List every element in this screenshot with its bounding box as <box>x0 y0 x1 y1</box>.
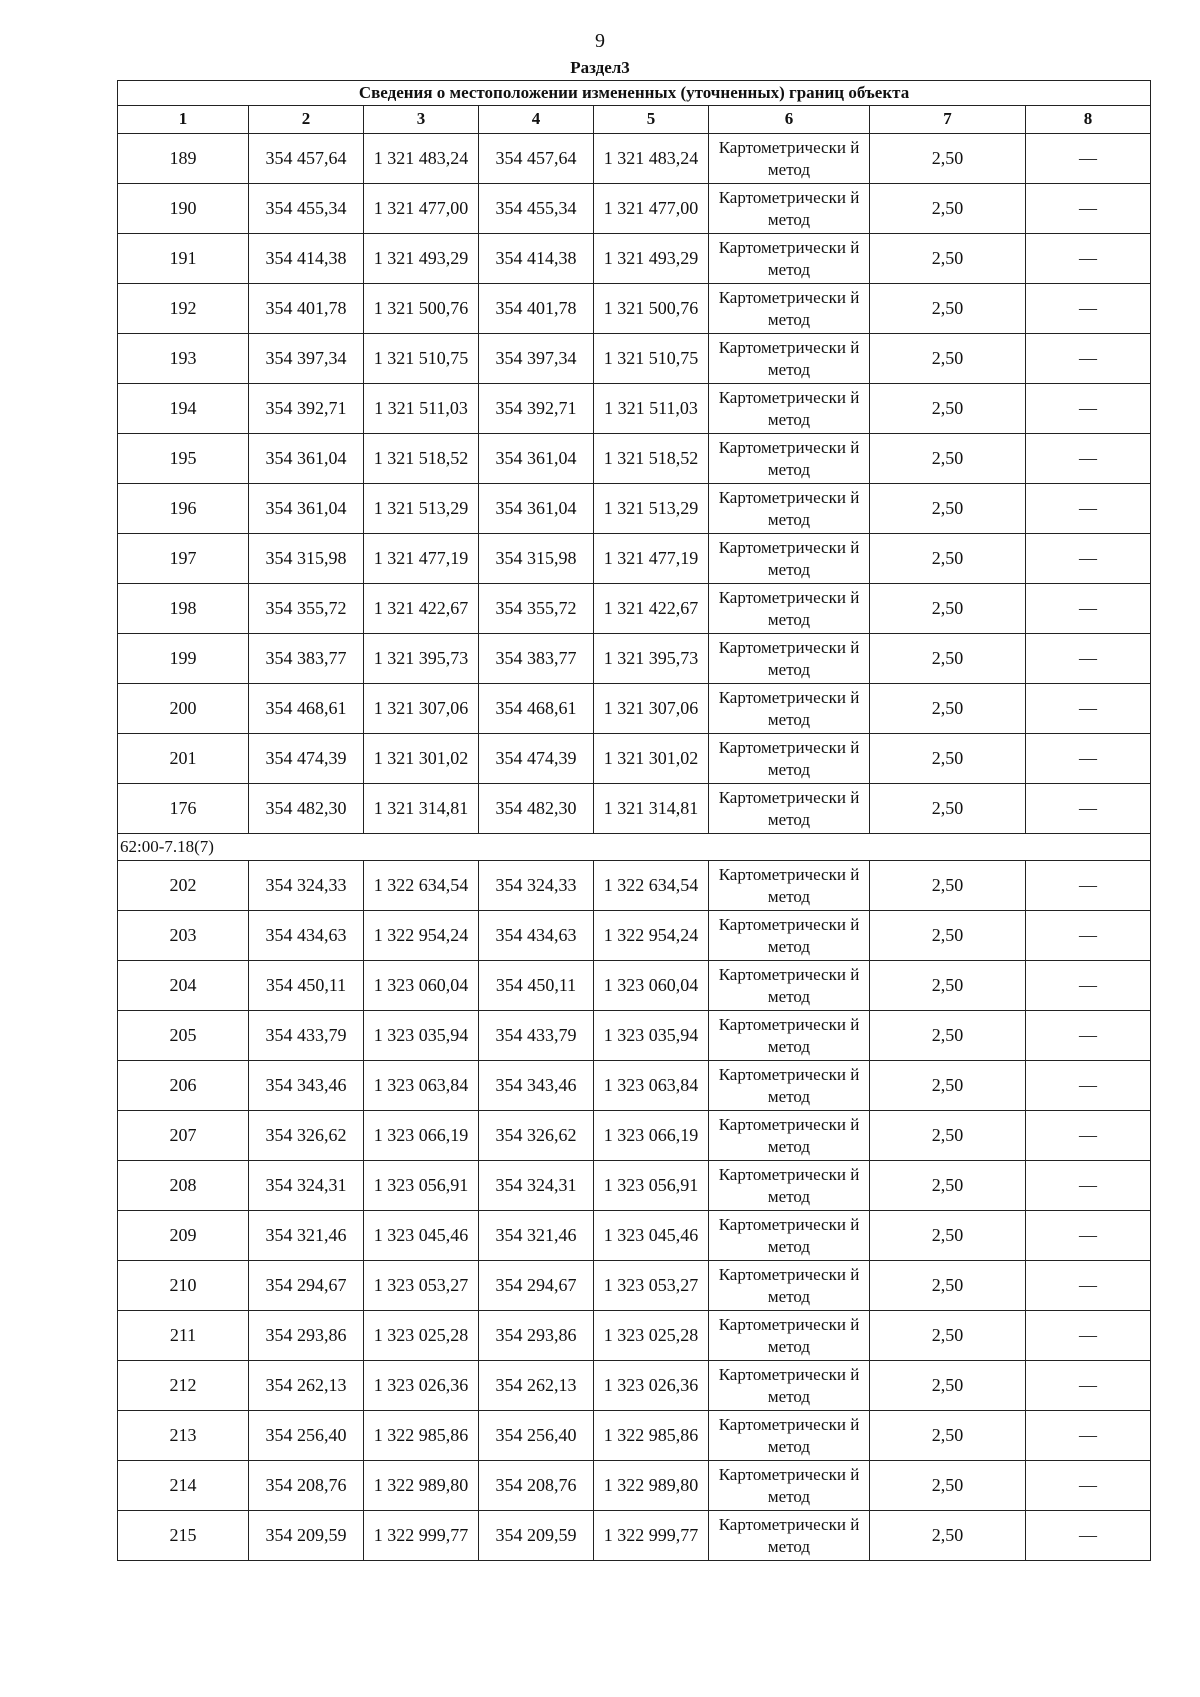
table-cell-col-8: — <box>1026 1061 1151 1111</box>
table-cell-col-3: 1 321 422,67 <box>364 584 479 634</box>
table-cell-col-1: 193 <box>118 334 249 384</box>
table-cell-col-6: Картометрически й метод <box>709 684 870 734</box>
table-row <box>118 1311 1151 1361</box>
table-cell-col-6: Картометрически й метод <box>709 1311 870 1361</box>
group-row <box>118 834 1151 861</box>
table-cell-col-3: 1 322 989,80 <box>364 1461 479 1511</box>
table-cell-col-7: 2,50 <box>870 1261 1026 1311</box>
table-cell-col-4: 354 433,79 <box>479 1011 594 1061</box>
table-cell-col-8: — <box>1026 911 1151 961</box>
table-cell-col-8: — <box>1026 1461 1151 1511</box>
table-cell-col-1: 196 <box>118 484 249 534</box>
table-cell-col-4: 354 208,76 <box>479 1461 594 1511</box>
table-cell-col-3: 1 323 060,04 <box>364 961 479 1011</box>
table-cell-col-8: — <box>1026 684 1151 734</box>
table-cell-col-8: — <box>1026 284 1151 334</box>
column-header-4: 4 <box>479 106 594 134</box>
table-cell-col-6: Картометрически й метод <box>709 334 870 384</box>
table-cell-col-4: 354 482,30 <box>479 784 594 834</box>
table-cell-col-3: 1 321 493,29 <box>364 234 479 284</box>
table-cell-col-6: Картометрически й метод <box>709 234 870 284</box>
table-cell-col-5: 1 322 634,54 <box>594 861 709 911</box>
table-cell-col-6: Картометрически й метод <box>709 1511 870 1561</box>
table-cell-col-3: 1 323 035,94 <box>364 1011 479 1061</box>
table-cell-col-6: Картометрически й метод <box>709 1411 870 1461</box>
table-row <box>118 961 1151 1011</box>
table-cell-col-8: — <box>1026 784 1151 834</box>
table-cell-col-3: 1 321 477,00 <box>364 184 479 234</box>
table-row <box>118 284 1151 334</box>
table-cell-col-8: — <box>1026 1311 1151 1361</box>
table-cell-col-8: — <box>1026 334 1151 384</box>
table-cell-col-3: 1 321 307,06 <box>364 684 479 734</box>
table-cell-col-5: 1 323 035,94 <box>594 1011 709 1061</box>
table-cell-col-4: 354 474,39 <box>479 734 594 784</box>
table-cell-col-3: 1 321 477,19 <box>364 534 479 584</box>
table-cell-col-4: 354 262,13 <box>479 1361 594 1411</box>
table-row <box>118 234 1151 284</box>
table-cell-col-5: 1 322 989,80 <box>594 1461 709 1511</box>
table-cell-col-4: 354 361,04 <box>479 434 594 484</box>
table-cell-col-6: Картометрически й метод <box>709 634 870 684</box>
table-row <box>118 784 1151 834</box>
table-cell-col-2: 354 434,63 <box>249 911 364 961</box>
table-cell-col-1: 195 <box>118 434 249 484</box>
table-cell-col-4: 354 397,34 <box>479 334 594 384</box>
table-cell-col-2: 354 457,64 <box>249 134 364 184</box>
table-row <box>118 634 1151 684</box>
table-cell-col-8: — <box>1026 961 1151 1011</box>
table-cell-col-4: 354 457,64 <box>479 134 594 184</box>
table-cell-col-3: 1 321 483,24 <box>364 134 479 184</box>
table-cell-col-8: — <box>1026 384 1151 434</box>
table-cell-col-3: 1 322 954,24 <box>364 911 479 961</box>
table-cell-col-4: 354 392,71 <box>479 384 594 434</box>
table-cell-col-3: 1 323 045,46 <box>364 1211 479 1261</box>
table-cell-col-5: 1 323 066,19 <box>594 1111 709 1161</box>
table-cell-col-5: 1 321 511,03 <box>594 384 709 434</box>
table-cell-col-5: 1 322 999,77 <box>594 1511 709 1561</box>
column-header-3: 3 <box>364 106 479 134</box>
table-cell-col-7: 2,50 <box>870 1511 1026 1561</box>
table-cell-col-6: Картометрически й метод <box>709 184 870 234</box>
table-cell-col-8: — <box>1026 134 1151 184</box>
table-cell-col-1: 198 <box>118 584 249 634</box>
section-title: Раздел3 <box>570 58 630 77</box>
table-cell-col-1: 199 <box>118 634 249 684</box>
table-cell-col-2: 354 256,40 <box>249 1411 364 1461</box>
table-cell-col-7: 2,50 <box>870 484 1026 534</box>
table-cell-col-8: — <box>1026 734 1151 784</box>
table-cell-col-3: 1 321 511,03 <box>364 384 479 434</box>
table-cell-col-8: — <box>1026 1511 1151 1561</box>
table-cell-col-2: 354 294,67 <box>249 1261 364 1311</box>
table-row <box>118 911 1151 961</box>
table-cell-col-3: 1 321 314,81 <box>364 784 479 834</box>
table-cell-col-7: 2,50 <box>870 184 1026 234</box>
table-cell-col-5: 1 323 063,84 <box>594 1061 709 1111</box>
table-cell-col-1: 214 <box>118 1461 249 1511</box>
table-cell-col-8: — <box>1026 534 1151 584</box>
table-cell-col-5: 1 321 477,19 <box>594 534 709 584</box>
table-cell-col-4: 354 321,46 <box>479 1211 594 1261</box>
table-cell-col-5: 1 321 493,29 <box>594 234 709 284</box>
table-cell-col-7: 2,50 <box>870 434 1026 484</box>
table-cell-col-2: 354 208,76 <box>249 1461 364 1511</box>
table-cell-col-4: 354 455,34 <box>479 184 594 234</box>
table-cell-col-1: 197 <box>118 534 249 584</box>
table-cell-col-7: 2,50 <box>870 1361 1026 1411</box>
page-number: 9 <box>595 30 605 52</box>
table-cell-col-1: 206 <box>118 1061 249 1111</box>
table-cell-col-7: 2,50 <box>870 234 1026 284</box>
table-cell-col-5: 1 322 985,86 <box>594 1411 709 1461</box>
table-cell-col-4: 354 343,46 <box>479 1061 594 1111</box>
table-cell-col-8: — <box>1026 184 1151 234</box>
table-cell-col-8: — <box>1026 434 1151 484</box>
table-cell-col-7: 2,50 <box>870 734 1026 784</box>
table-cell-col-3: 1 321 513,29 <box>364 484 479 534</box>
table-cell-col-7: 2,50 <box>870 334 1026 384</box>
table-cell-col-7: 2,50 <box>870 784 1026 834</box>
table-cell-col-6: Картометрически й метод <box>709 1111 870 1161</box>
table-cell-col-3: 1 323 025,28 <box>364 1311 479 1361</box>
table-cell-col-1: 203 <box>118 911 249 961</box>
table-cell-col-5: 1 321 314,81 <box>594 784 709 834</box>
table-row <box>118 484 1151 534</box>
table-cell-col-7: 2,50 <box>870 134 1026 184</box>
table-row <box>118 861 1151 911</box>
table-cell-col-6: Картометрически й метод <box>709 734 870 784</box>
table-cell-col-2: 354 383,77 <box>249 634 364 684</box>
table-cell-col-8: — <box>1026 1261 1151 1311</box>
table-cell-col-2: 354 361,04 <box>249 484 364 534</box>
table-row <box>118 1261 1151 1311</box>
table-cell-col-6: Картометрически й метод <box>709 134 870 184</box>
table-cell-col-2: 354 433,79 <box>249 1011 364 1061</box>
column-header-6: 6 <box>709 106 870 134</box>
table-cell-col-7: 2,50 <box>870 1411 1026 1461</box>
table-cell-col-6: Картометрически й метод <box>709 434 870 484</box>
table-cell-col-5: 1 323 026,36 <box>594 1361 709 1411</box>
table-cell-col-3: 1 322 634,54 <box>364 861 479 911</box>
table-cell-col-6: Картометрически й метод <box>709 784 870 834</box>
table-row <box>118 1211 1151 1261</box>
table-cell-col-2: 354 324,31 <box>249 1161 364 1211</box>
column-header-1: 1 <box>118 106 249 134</box>
table-cell-col-7: 2,50 <box>870 584 1026 634</box>
table-cell-col-2: 354 343,46 <box>249 1061 364 1111</box>
table-cell-col-8: — <box>1026 484 1151 534</box>
table-cell-col-4: 354 450,11 <box>479 961 594 1011</box>
table-cell-col-8: — <box>1026 1011 1151 1061</box>
table-cell-col-2: 354 474,39 <box>249 734 364 784</box>
table-cell-col-7: 2,50 <box>870 684 1026 734</box>
table-cell-col-2: 354 450,11 <box>249 961 364 1011</box>
table-cell-col-8: — <box>1026 1111 1151 1161</box>
table-cell-col-7: 2,50 <box>870 1311 1026 1361</box>
table-cell-col-5: 1 321 307,06 <box>594 684 709 734</box>
table-cell-col-2: 354 293,86 <box>249 1311 364 1361</box>
table-cell-col-1: 209 <box>118 1211 249 1261</box>
table-cell-col-7: 2,50 <box>870 1111 1026 1161</box>
table-cell-col-3: 1 321 510,75 <box>364 334 479 384</box>
table-cell-col-6: Картометрически й метод <box>709 1011 870 1061</box>
table-cell-col-1: 211 <box>118 1311 249 1361</box>
table-cell-col-3: 1 321 500,76 <box>364 284 479 334</box>
table-row <box>118 1061 1151 1111</box>
table-cell-col-7: 2,50 <box>870 1061 1026 1111</box>
table-row <box>118 734 1151 784</box>
table-cell-col-1: 202 <box>118 861 249 911</box>
group-label: 62:00-7.18(7) <box>118 834 1151 861</box>
table-row <box>118 434 1151 484</box>
table-cell-col-4: 354 468,61 <box>479 684 594 734</box>
table-cell-col-3: 1 321 301,02 <box>364 734 479 784</box>
table-cell-col-1: 194 <box>118 384 249 434</box>
table-cell-col-4: 354 324,33 <box>479 861 594 911</box>
table-cell-col-2: 354 355,72 <box>249 584 364 634</box>
table-cell-col-4: 354 294,67 <box>479 1261 594 1311</box>
table-cell-col-7: 2,50 <box>870 284 1026 334</box>
table-cell-col-5: 1 321 301,02 <box>594 734 709 784</box>
table-cell-col-8: — <box>1026 584 1151 634</box>
table-cell-col-4: 354 315,98 <box>479 534 594 584</box>
table-cell-col-7: 2,50 <box>870 534 1026 584</box>
table-cell-col-2: 354 321,46 <box>249 1211 364 1261</box>
table-row <box>118 1511 1151 1561</box>
table-cell-col-6: Картометрически й метод <box>709 534 870 584</box>
table-cell-col-3: 1 323 053,27 <box>364 1261 479 1311</box>
table-cell-col-4: 354 401,78 <box>479 284 594 334</box>
table-caption: Сведения о местоположении измененных (уточненных) границ объекта <box>118 81 1151 106</box>
table-cell-col-2: 354 482,30 <box>249 784 364 834</box>
table-cell-col-2: 354 262,13 <box>249 1361 364 1411</box>
table-cell-col-6: Картометрически й метод <box>709 911 870 961</box>
table-cell-col-6: Картометрически й метод <box>709 861 870 911</box>
table-cell-col-2: 354 468,61 <box>249 684 364 734</box>
table-cell-col-5: 1 321 510,75 <box>594 334 709 384</box>
table-cell-col-8: — <box>1026 1361 1151 1411</box>
table-cell-col-2: 354 414,38 <box>249 234 364 284</box>
table-cell-col-3: 1 323 026,36 <box>364 1361 479 1411</box>
table-cell-col-6: Картометрически й метод <box>709 1261 870 1311</box>
table-cell-col-7: 2,50 <box>870 634 1026 684</box>
table-cell-col-4: 354 209,59 <box>479 1511 594 1561</box>
table-cell-col-2: 354 315,98 <box>249 534 364 584</box>
table-cell-col-1: 200 <box>118 684 249 734</box>
table-row <box>118 1111 1151 1161</box>
table-cell-col-4: 354 361,04 <box>479 484 594 534</box>
table-row <box>118 1411 1151 1461</box>
table-cell-col-7: 2,50 <box>870 1461 1026 1511</box>
table-cell-col-5: 1 321 513,29 <box>594 484 709 534</box>
table-cell-col-3: 1 321 395,73 <box>364 634 479 684</box>
table-cell-col-4: 354 355,72 <box>479 584 594 634</box>
table-cell-col-5: 1 321 483,24 <box>594 134 709 184</box>
table-row <box>118 534 1151 584</box>
table-cell-col-1: 210 <box>118 1261 249 1311</box>
table-cell-col-5: 1 321 422,67 <box>594 584 709 634</box>
table-cell-col-8: — <box>1026 1161 1151 1211</box>
table-cell-col-8: — <box>1026 1211 1151 1261</box>
table-cell-col-3: 1 321 518,52 <box>364 434 479 484</box>
table-cell-col-2: 354 361,04 <box>249 434 364 484</box>
table-cell-col-4: 354 324,31 <box>479 1161 594 1211</box>
table-cell-col-1: 205 <box>118 1011 249 1061</box>
column-header-7: 7 <box>870 106 1026 134</box>
table-row <box>118 1161 1151 1211</box>
table-cell-col-6: Картометрически й метод <box>709 1161 870 1211</box>
table-row <box>118 1361 1151 1411</box>
table-cell-col-6: Картометрически й метод <box>709 1361 870 1411</box>
table-cell-col-1: 189 <box>118 134 249 184</box>
table-row <box>118 384 1151 434</box>
table-row <box>118 584 1151 634</box>
table-cell-col-1: 201 <box>118 734 249 784</box>
table-cell-col-2: 354 401,78 <box>249 284 364 334</box>
table-cell-col-4: 354 326,62 <box>479 1111 594 1161</box>
table-cell-col-5: 1 323 053,27 <box>594 1261 709 1311</box>
column-header-2: 2 <box>249 106 364 134</box>
coordinates-table <box>117 80 1151 1561</box>
table-row <box>118 1461 1151 1511</box>
table-cell-col-7: 2,50 <box>870 384 1026 434</box>
table-cell-col-1: 213 <box>118 1411 249 1461</box>
table-cell-col-1: 191 <box>118 234 249 284</box>
table-row <box>118 1011 1151 1061</box>
table-cell-col-8: — <box>1026 1411 1151 1461</box>
column-header-5: 5 <box>594 106 709 134</box>
table-row <box>118 184 1151 234</box>
table-cell-col-6: Картометрически й метод <box>709 484 870 534</box>
table-cell-col-3: 1 323 066,19 <box>364 1111 479 1161</box>
table-cell-col-5: 1 321 477,00 <box>594 184 709 234</box>
table-cell-col-6: Картометрически й метод <box>709 584 870 634</box>
table-cell-col-1: 208 <box>118 1161 249 1211</box>
table-cell-col-5: 1 323 060,04 <box>594 961 709 1011</box>
table-cell-col-4: 354 293,86 <box>479 1311 594 1361</box>
table-cell-col-6: Картометрически й метод <box>709 1211 870 1261</box>
table-cell-col-7: 2,50 <box>870 961 1026 1011</box>
table-cell-col-2: 354 324,33 <box>249 861 364 911</box>
table-cell-col-3: 1 322 999,77 <box>364 1511 479 1561</box>
table-cell-col-4: 354 256,40 <box>479 1411 594 1461</box>
table-cell-col-5: 1 321 395,73 <box>594 634 709 684</box>
column-header-8: 8 <box>1026 106 1151 134</box>
table-cell-col-2: 354 392,71 <box>249 384 364 434</box>
table-cell-col-7: 2,50 <box>870 861 1026 911</box>
table-cell-col-8: — <box>1026 234 1151 284</box>
table-cell-col-1: 215 <box>118 1511 249 1561</box>
table-cell-col-7: 2,50 <box>870 1211 1026 1261</box>
table-row <box>118 334 1151 384</box>
table-cell-col-7: 2,50 <box>870 911 1026 961</box>
table-cell-col-2: 354 209,59 <box>249 1511 364 1561</box>
table-cell-col-4: 354 434,63 <box>479 911 594 961</box>
table-cell-col-5: 1 323 045,46 <box>594 1211 709 1261</box>
table-cell-col-7: 2,50 <box>870 1161 1026 1211</box>
table-cell-col-6: Картометрически й метод <box>709 384 870 434</box>
table-cell-col-8: — <box>1026 861 1151 911</box>
table-cell-col-1: 192 <box>118 284 249 334</box>
table-row <box>118 134 1151 184</box>
table-cell-col-1: 212 <box>118 1361 249 1411</box>
table-cell-col-4: 354 414,38 <box>479 234 594 284</box>
table-cell-col-2: 354 326,62 <box>249 1111 364 1161</box>
table-cell-col-3: 1 323 063,84 <box>364 1061 479 1111</box>
table-cell-col-6: Картометрически й метод <box>709 284 870 334</box>
table-cell-col-4: 354 383,77 <box>479 634 594 684</box>
table-cell-col-2: 354 397,34 <box>249 334 364 384</box>
table-cell-col-5: 1 321 500,76 <box>594 284 709 334</box>
table-row <box>118 684 1151 734</box>
table-cell-col-1: 204 <box>118 961 249 1011</box>
table-cell-col-6: Картометрически й метод <box>709 961 870 1011</box>
table-cell-col-1: 190 <box>118 184 249 234</box>
table-cell-col-3: 1 323 056,91 <box>364 1161 479 1211</box>
table-cell-col-5: 1 321 518,52 <box>594 434 709 484</box>
table-cell-col-8: — <box>1026 634 1151 684</box>
table-cell-col-5: 1 323 025,28 <box>594 1311 709 1361</box>
table-cell-col-7: 2,50 <box>870 1011 1026 1061</box>
table-cell-col-1: 207 <box>118 1111 249 1161</box>
table-cell-col-1: 176 <box>118 784 249 834</box>
table-cell-col-2: 354 455,34 <box>249 184 364 234</box>
table-cell-col-5: 1 322 954,24 <box>594 911 709 961</box>
table-cell-col-6: Картометрически й метод <box>709 1461 870 1511</box>
table-cell-col-3: 1 322 985,86 <box>364 1411 479 1461</box>
table-cell-col-5: 1 323 056,91 <box>594 1161 709 1211</box>
table-cell-col-6: Картометрически й метод <box>709 1061 870 1111</box>
